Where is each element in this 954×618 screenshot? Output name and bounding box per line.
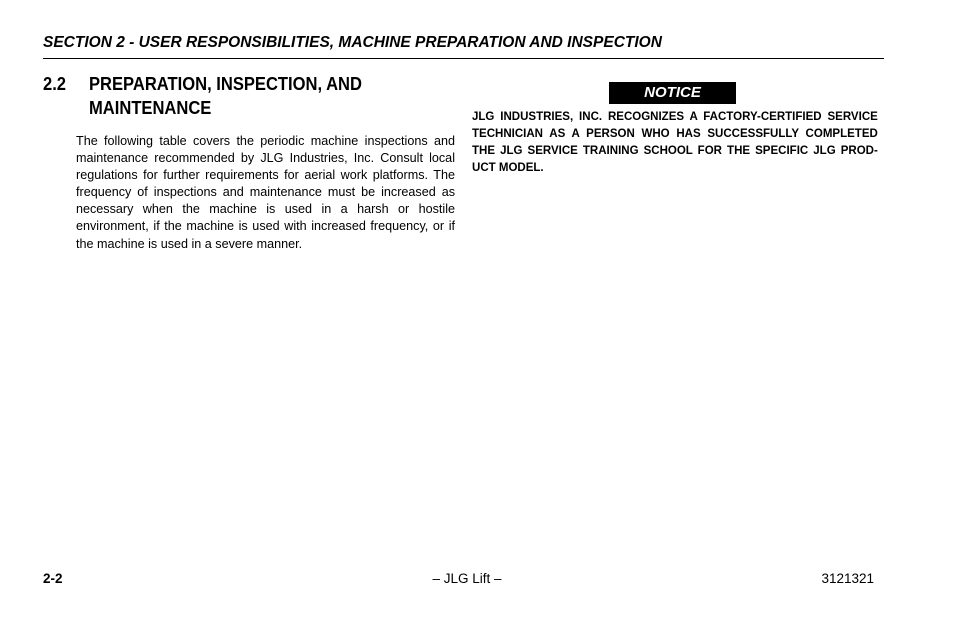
- section-number: 2.2: [43, 74, 67, 94]
- footer-page-number: 2-2: [43, 571, 63, 586]
- body-paragraph: The following table covers the periodic machine inspections and maintenance recommended by JLG Industries, Inc. Consult local regulations for further requirements for aerial work platforms. The frequency of inspections and maintenance must be increased as necessary when the machine is used in a harsh or hostile environment, if the machine is used with increased frequency, or if the machine is used in a severe manner.: [76, 134, 455, 251]
- section-title-line1: PREPARATION, INSPECTION, AND: [89, 74, 362, 94]
- section-heading: [43, 72, 429, 120]
- footer-center-title: – JLG Lift –: [432, 571, 502, 586]
- header-rule: [43, 58, 884, 59]
- notice-badge: NOTICE: [609, 82, 736, 104]
- running-header: SECTION 2 - USER RESPONSIBILITIES, MACHINE PREPARATION AND INSPECTION: [43, 34, 662, 51]
- section-title-line2: MAINTENANCE: [89, 98, 212, 118]
- notice-text: JLG INDUSTRIES, INC. RECOGNIZES A FACTORY-CERTIFIED SERVICE TECHNICIAN AS A PERSON WHO HAS SUCCESSFULLY COMPLETED THE JLG SERVICE TRAINING SCHOOL FOR THE SPECIFIC JLG PRODUCT MODEL.: [472, 110, 878, 174]
- footer-doc-number: 3121321: [821, 571, 874, 586]
